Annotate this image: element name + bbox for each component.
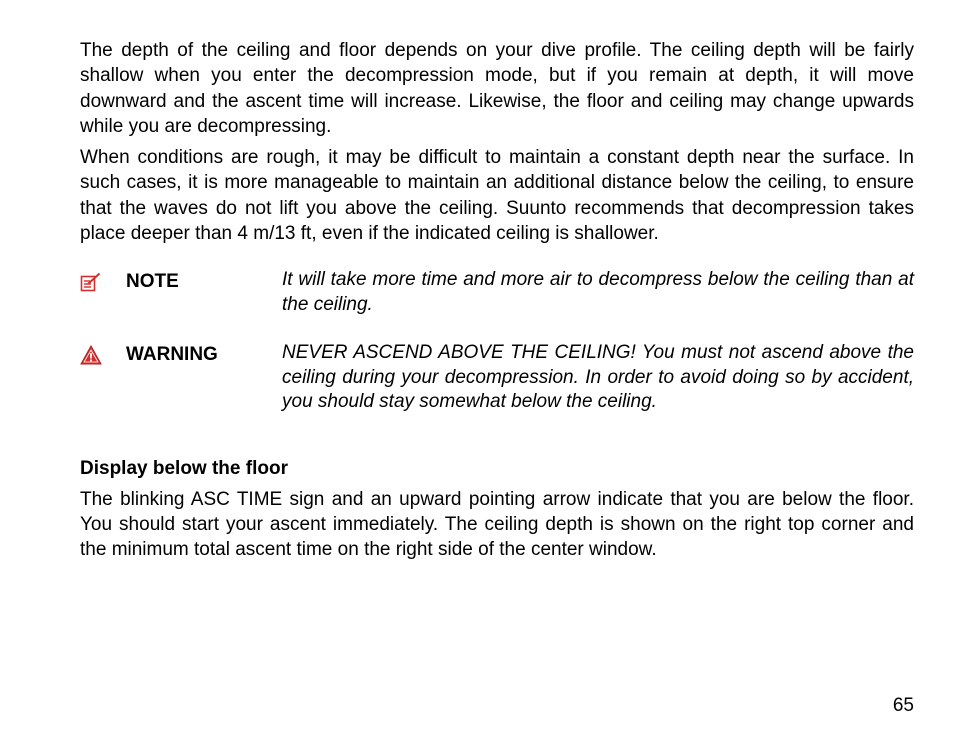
page-number: 65: [892, 695, 914, 716]
note-pencil-icon: [80, 272, 102, 292]
section-heading: Display below the floor: [80, 457, 288, 479]
paragraph-below-floor: The blinking ASC TIME sign and an upward pointing arrow indicate that you are below the floor. You should start your ascent immediately. The ceiling depth is shown on the right top corner and the minimum total ascent time on the right side of the center window.: [80, 488, 914, 561]
paragraph-rough-conditions: When conditions are rough, it may be difficult to maintain a constant depth near the surface. In such cases, it is more manageable to maintain an additional distance below the ceiling, to ensure that the waves do not lift you above the ceiling. Suunto recommends that decompression takes place deeper than 4 m/13 ft, even if the indicated ceiling is shallower.: [80, 147, 914, 245]
note-text: It will take more time and more air to decompress below the ceiling than at the ceiling.: [282, 269, 914, 315]
note-label: NOTE: [126, 271, 179, 293]
warning-triangle-icon: [80, 345, 102, 365]
warning-text: NEVER ASCEND ABOVE THE CEILING! You must not ascend above the ceiling during your decompression. In order to avoid doing so by accident, you should stay somewhat below the ceiling.: [282, 342, 914, 413]
note-callout: [80, 268, 914, 317]
paragraph-ceiling-floor-depth: The depth of the ceiling and floor depends on your dive profile. The ceiling depth will be fairly shallow when you enter the decompression mode, but if you remain at depth, it will move downward and the ascent time will increase. Likewise, the floor and ceiling may change upwards while you are decompressing.: [80, 40, 914, 137]
warning-label: WARNING: [126, 344, 218, 366]
document-page: [80, 38, 914, 569]
warning-callout: [80, 341, 914, 415]
